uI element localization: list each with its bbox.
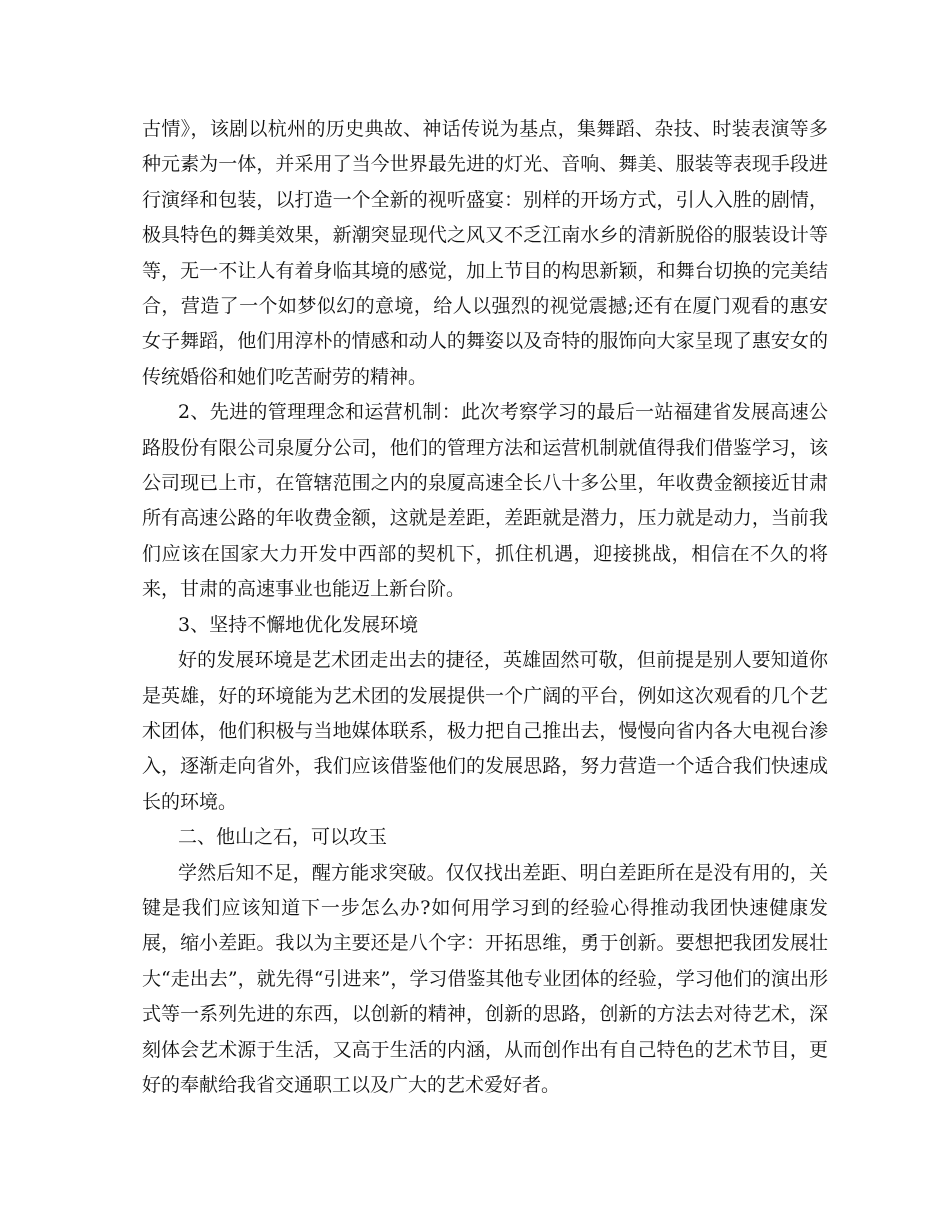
paragraph-innovation: 学然后知不足，醒方能求突破。仅仅找出差距、明白差距所在是没有用的，关键是我们应该知道下一步怎么办?如何用学习到的经验心得推动我团快速健康发展，缩小差距。我以为主要还是八个字：开拓思维，勇于创新。要想把我团发展壮大“走出去”，就先得“引进来”，学习借鉴其他专业团体的经验，学习他们的演出形式等一系列先进的东西，以创新的精神，创新的思路，创新的方法去对待艺术，深刻体会艺术源于生活，又高于生活的内涵，从而创作出有自己特色的艺术节目，更好的奉献给我省交通职工以及广大的艺术爱好者。	[142, 861, 828, 1096]
section-heading-environment: 3、坚持不懈地优化发展环境	[178, 613, 419, 636]
paragraph-environment: 好的发展环境是艺术团走出去的捷径，英雄固然可敬，但前提是别人要知道你是英雄，好的环境能为艺术团的发展提供一个广阔的平台，例如这次观看的几个艺术团体，他们积极与当地媒体联系，极力把自己推出去，慢慢向省内各大电视台渗入，逐渐走向省外，我们应该借鉴他们的发展思路，努力营造一个适合我们快速成长的环境。	[142, 649, 828, 813]
paragraph-continuation: 古情》，该剧以杭州的历史典故、神话传说为基点，集舞蹈、杂技、时装表演等多种元素为一体，并采用了当今世界最先进的灯光、音响、舞美、服装等表现手段进行演绎和包装，以打造一个全新的视听盛宴：别样的开场方式，引人入胜的剧情，极具特色的舞美效果，新潮突显现代之风又不乏江南水乡的清新脱俗的服装设计等等，无一不让人有着身临其境的感觉，加上节目的构思新颖，和舞台切换的完美结合，营造了一个如梦似幻的意境，给人以强烈的视觉震撼;还有在厦门观看的惠安女子舞蹈，他们用淳朴的情感和动人的舞姿以及奇特的服饰向大家呈现了惠安女的传统婚俗和她们吃苦耐劳的精神。	[142, 118, 828, 388]
document-page	[142, 112, 828, 1103]
section-heading-two: 二、他山之石，可以攻玉	[178, 826, 388, 849]
paragraph-management: 2、先进的管理理念和运营机制：此次考察学习的最后一站福建省发展高速公路股份有限公司泉厦分公司，他们的管理方法和运营机制就值得我们借鉴学习，该公司现已上市，在管辖范围之内的泉厦高速全长八十多公里，年收费金额接近甘肃所有高速公路的年收费金额，这就是差距，差距就是潜力，压力就是动力，当前我们应该在国家大力开发中西部的契机下，抓住机遇，迎接挑战，相信在不久的将来，甘肃的高速事业也能迈上新台阶。	[142, 401, 828, 601]
